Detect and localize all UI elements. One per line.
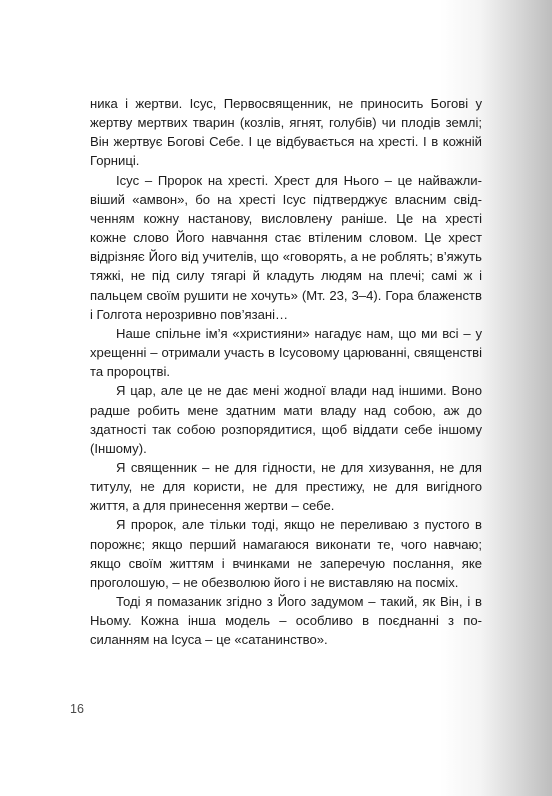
paragraph-continuation: ника і жертви. Ісус, Первосвященник, не приносить Богові у жертву мертвих тварин (козлів, ягнят, голубів) чи плодів землі; Він жертвує Богові Себе. І це відбувається на хресті. І в кожній Горниці.	[90, 96, 482, 169]
paragraph-i-am-priest: Я священник – не для гідности, не для хизування, не для титулу, не для користи, не для престижу, не для вигідного життя, а для принесення жертви – себе.	[90, 459, 482, 514]
paragraph-christians-name: Наше спільне ім’я «християни» нагадує нам, що ми всі – у хрещенні – отримали участь в Ісусовому царюванні, священстві та пророцтві.	[90, 325, 482, 380]
paragraph-i-am-prophet: Я пророк, але тільки тоді, якщо не переливаю з пустого в порожнє; якщо перший намагаюся виконати те, чого навчаю; якщо своїм життям і вчинками не заперечую послання, яке проголошую, – не обезволюю його і не виставляю на посміх.	[90, 517, 482, 590]
paragraph-i-am-king: Я цар, але це не дає мені жодної влади над іншими. Воно радше робить мене здатним мати владу над собою, аж до здатності так собою розпорядитися, щоб віддати себе іншому (Іншому).	[90, 383, 482, 456]
paragraph-jesus-prophet: Ісус – Пророк на хресті. Хрест для Нього – це найважливіший «амвон», бо на хресті Ісус підтверджує власним свідченням кожну настанову, висловлену раніше. Це на хресті кожне слово Його навчання стає втіленим словом. Це хрест відрізняє Його від учителів, що «говорять, а не роблять; в’яжуть тяжкі, не під силу тягарі й кладуть людям на плечі; самі ж і пальцем своїм рушити не хочуть» (Мт. 23, 3–4). Гора блаженств і Голгота нерозривно пов’язані…	[90, 172, 482, 322]
paragraph-anointed: Тоді я помазаник згідно з Його задумом – такий, як Він, і в Ньому. Кожна інша модель – особливо в поєднанні з посиланням на Ісуса – це «сатанинство».	[90, 594, 482, 648]
page-number: 16	[70, 702, 84, 716]
page-body-text	[90, 94, 482, 650]
